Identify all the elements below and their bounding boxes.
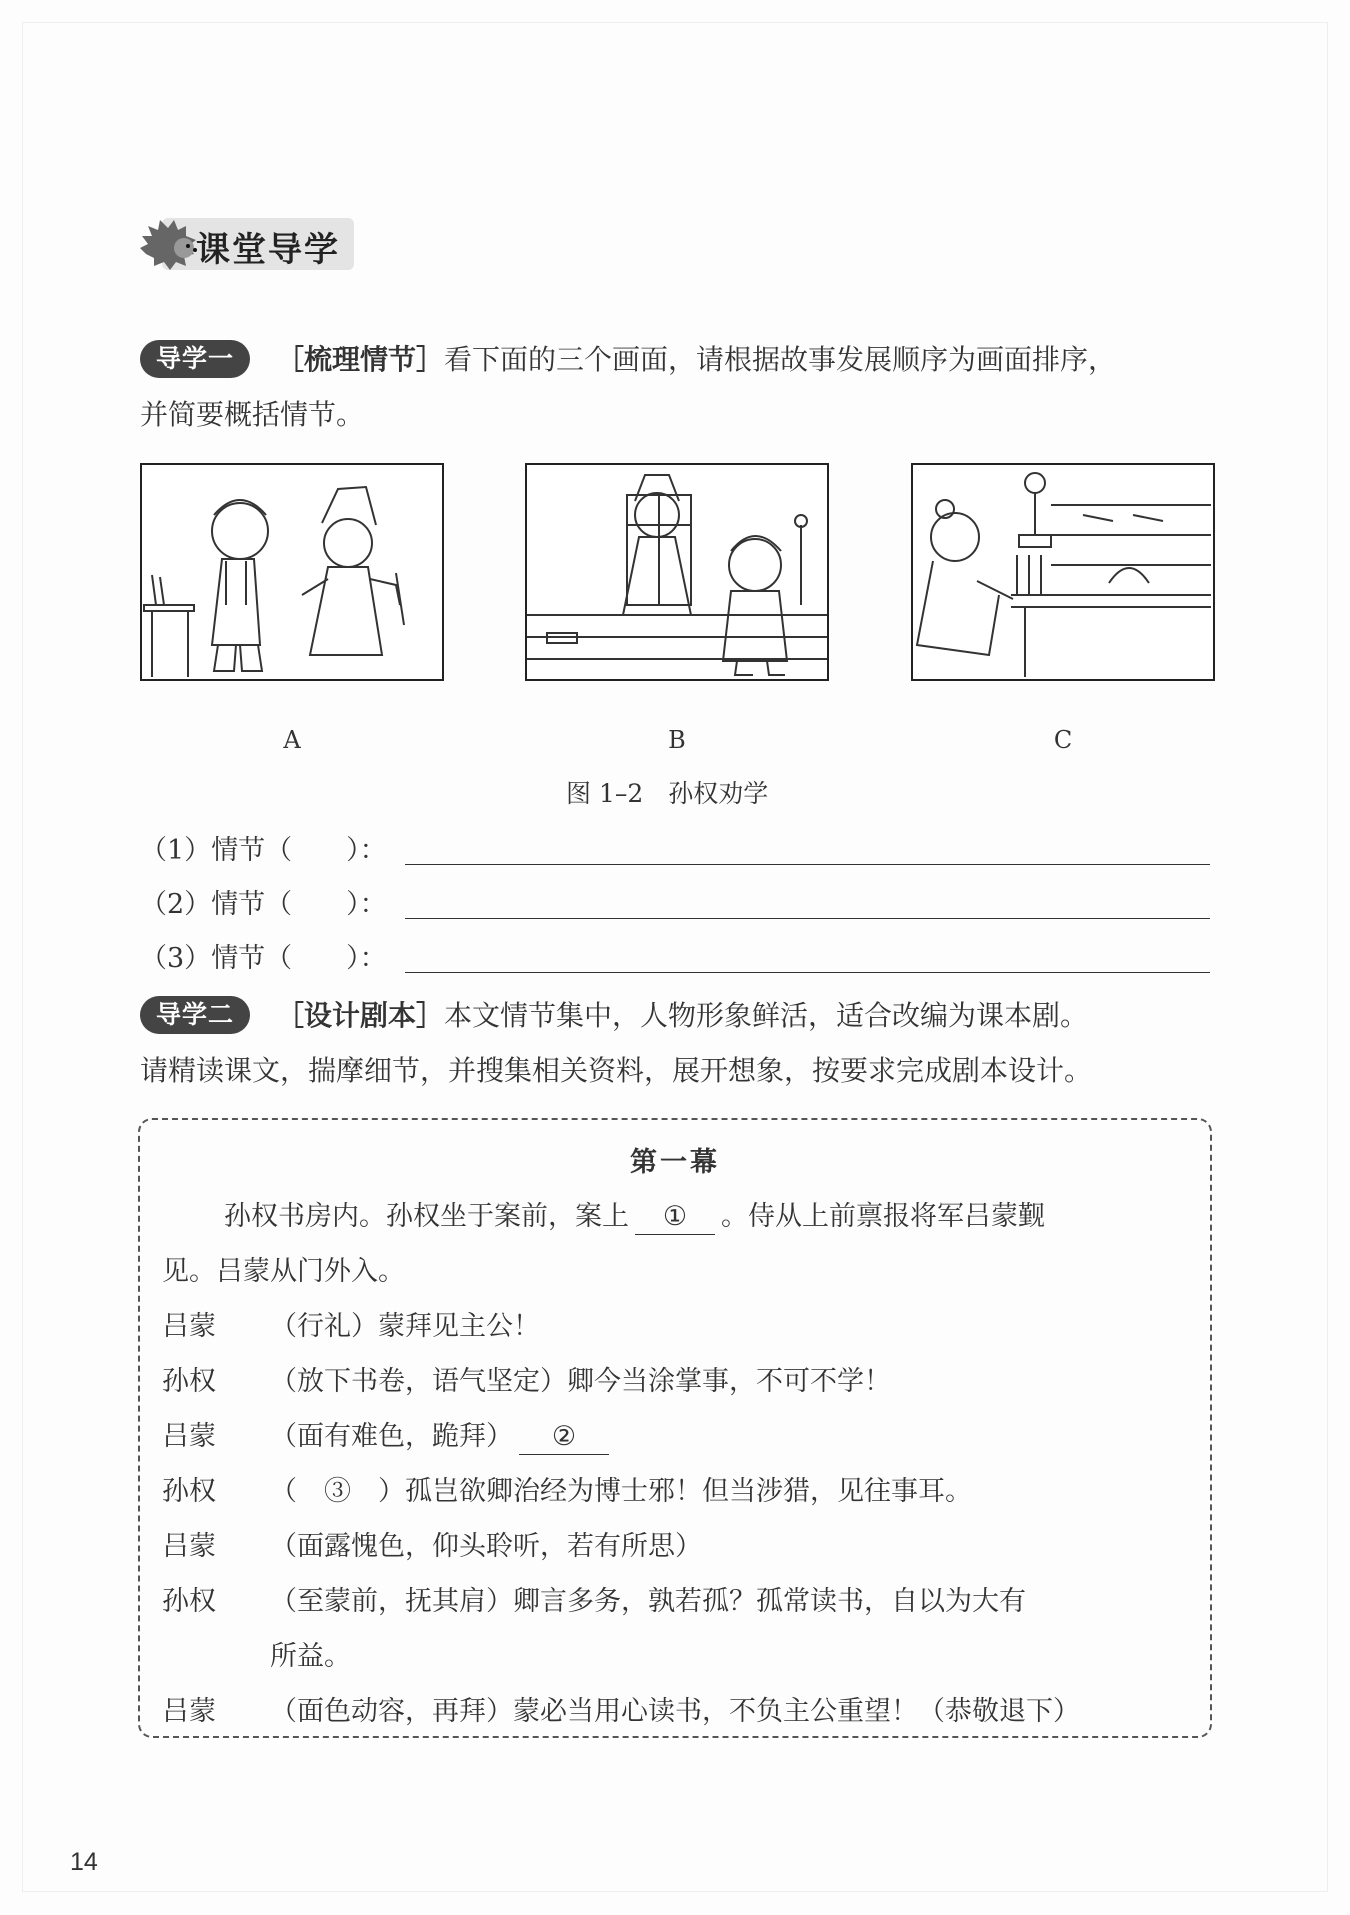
answer-label: 情节（ ）： [211, 889, 387, 920]
speaker: 吕蒙 [162, 1531, 216, 1562]
answer-number: （1） [140, 835, 212, 866]
speaker: 孙权 [162, 1366, 216, 1397]
scene-description-cont: 见。吕蒙从门外入。 [162, 1256, 405, 1287]
illustration-a [140, 463, 444, 681]
dialogue-line [162, 1420, 615, 1455]
dialogue-text-prefix: （ [270, 1476, 324, 1507]
guide2-text2: 请精读课文，揣摩细节，并搜集相关资料，展开想象，按要求完成剧本设计。 [140, 1054, 1093, 1087]
dialogue-text: （面露愧色，仰头聆听，若有所思） [270, 1531, 702, 1562]
illustration-c [911, 463, 1215, 681]
guide2-tag: 导学二 [140, 996, 250, 1034]
illustration-b [525, 463, 829, 681]
blank-3[interactable]: ③ [324, 1476, 351, 1507]
act-title: 第一幕 [630, 1147, 720, 1178]
answer-line[interactable] [405, 918, 1210, 919]
dialogue-text: （行礼）蒙拜见主公！ [270, 1311, 540, 1342]
dialogue-line [162, 1585, 1026, 1619]
speaker: 吕蒙 [162, 1421, 216, 1452]
answer-label: 情节（ ）： [211, 835, 387, 866]
section-title: 课堂导学 [196, 230, 340, 270]
dialogue-text: ）孤岂欲卿治经为博士邪！但当涉猎，见往事耳。 [351, 1476, 972, 1507]
figure-caption: 图 1–2 孙权劝学 [566, 779, 769, 808]
speaker: 孙权 [162, 1586, 216, 1617]
answer-line[interactable] [405, 864, 1210, 865]
speaker: 吕蒙 [162, 1311, 216, 1342]
picture-label-c: C [1053, 726, 1073, 754]
section-header [138, 214, 354, 274]
scene-text: 孙权书房内。孙权坐于案前，案上 [224, 1201, 629, 1232]
answer-number: （2） [140, 889, 212, 920]
picture-label-a: A [283, 726, 301, 754]
page-number: 14 [70, 1848, 98, 1876]
dialogue-text: （放下书卷，语气坚定）卿今当涂掌事，不可不学！ [270, 1366, 891, 1397]
picture-label-b: B [668, 726, 686, 754]
answer-row [140, 936, 387, 975]
hedgehog-icon [138, 214, 202, 274]
scene-text: 。侍从上前禀报将军吕蒙觐 [721, 1201, 1045, 1232]
answer-label: 情节（ ）： [211, 943, 387, 974]
answer-row [140, 828, 387, 867]
guide1-topic: ［梳理情节］ [276, 343, 445, 376]
dialogue-text: （至蒙前，抚其肩）卿言多务，孰若孤？孤常读书，自以为大有 [270, 1586, 1026, 1617]
guide1-tag: 导学一 [140, 340, 250, 378]
guide1-line1 [140, 340, 1116, 378]
dialogue-line [162, 1365, 891, 1399]
dialogue-line [162, 1695, 1080, 1729]
dialogue-line [162, 1640, 351, 1674]
dialogue-line [162, 1530, 702, 1564]
speaker: 吕蒙 [162, 1696, 216, 1727]
dialogue-text: （面有难色，跪拜） [270, 1421, 513, 1452]
guide1-text2: 并简要概括情节。 [140, 398, 365, 431]
dialogue-text: 所益。 [270, 1641, 351, 1672]
dialogue-line [162, 1310, 540, 1344]
answer-line[interactable] [405, 972, 1210, 973]
blank-2[interactable]: ② [519, 1420, 609, 1455]
scene-description [224, 1200, 1045, 1235]
speaker: 孙权 [162, 1476, 216, 1507]
guide2-text1: 本文情节集中，人物形象鲜活，适合改编为课本剧。 [444, 999, 1089, 1032]
answer-number: （3） [140, 943, 212, 974]
guide2-topic: ［设计剧本］ [276, 999, 445, 1032]
blank-1[interactable]: ① [635, 1200, 715, 1235]
dialogue-line [162, 1475, 972, 1509]
answer-row [140, 882, 387, 921]
guide2-line1 [140, 996, 1088, 1034]
guide1-text1: 看下面的三个画面，请根据故事发展顺序为画面排序， [444, 343, 1117, 376]
dialogue-text: （面色动容，再拜）蒙必当用心读书，不负主公重望！（恭敬退下） [270, 1696, 1080, 1727]
